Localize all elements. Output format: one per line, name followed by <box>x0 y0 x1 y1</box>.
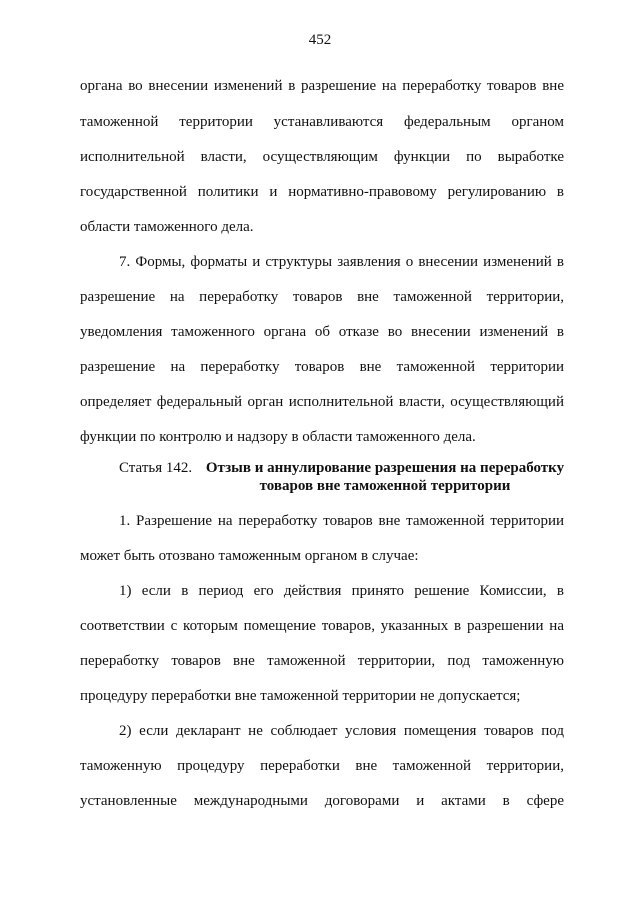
text-line: 7. Формы, форматы и структуры заявления о внесении изменений в <box>119 254 564 270</box>
article-title <box>200 459 570 495</box>
text-line: уведомления таможенного органа об отказе во внесении изменений в <box>80 324 564 340</box>
text-line: государственной политики и нормативно-правовому регулированию в <box>80 184 564 200</box>
article-title-line: Отзыв и аннулирование разрешения на переработку <box>205 460 565 476</box>
text-line: разрешение на переработку товаров вне таможенной территории, <box>80 289 564 305</box>
text-line: органа во внесении изменений в разрешение на переработку товаров вне <box>80 78 564 94</box>
text-line: 1) если в период его действия принято решение Комиссии, в <box>119 583 564 599</box>
article-title-line: товаров вне таможенной территории <box>259 478 511 494</box>
text-line: переработку товаров вне таможенной территории, под таможенную <box>80 653 564 669</box>
text-line: определяет федеральный орган исполнительной власти, осуществляющий <box>80 394 564 410</box>
text-line: таможенную процедуру переработки вне таможенной территории, <box>80 758 564 774</box>
text-line: соответствии с которым помещение товаров, указанных в разрешении на <box>80 618 564 634</box>
text-line: процедуру переработки вне таможенной территории не допускается; <box>80 688 521 704</box>
text-line: области таможенного дела. <box>80 219 254 235</box>
article-label: Статья 142. <box>119 460 193 476</box>
text-line: функции по контролю и надзору в области таможенного дела. <box>80 429 476 445</box>
text-line: установленные международными договорами и актами в сфере <box>80 793 564 809</box>
text-line: 1. Разрешение на переработку товаров вне таможенной территории <box>119 513 564 529</box>
text-line: 2) если декларант не соблюдает условия помещения товаров под <box>119 723 564 739</box>
text-line: таможенной территории устанавливаются федеральным органом <box>80 114 564 130</box>
text-line: может быть отозвано таможенным органом в случае: <box>80 548 419 564</box>
text-line: исполнительной власти, осуществляющим функции по выработке <box>80 149 564 165</box>
text-line: разрешение на переработку товаров вне таможенной территории <box>80 359 564 375</box>
page-number: 452 <box>308 32 332 48</box>
